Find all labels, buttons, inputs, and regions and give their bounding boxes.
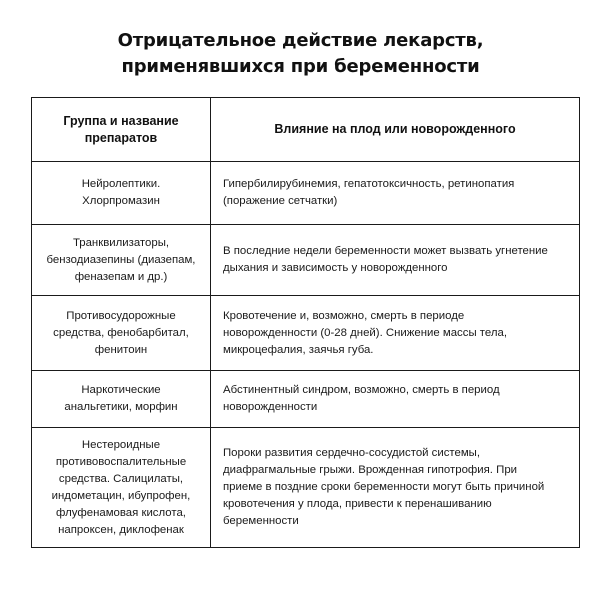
page-title bbox=[0, 28, 601, 80]
row-4-group-line-1: Наркотические bbox=[81, 384, 161, 396]
row-1-group-line-1: Нейролептики. bbox=[81, 178, 161, 190]
header-effect: Влияние на плод или новорожденного bbox=[211, 98, 580, 162]
row-5-effect-line-4: кровотечения у плода, привести к перенашиванию bbox=[223, 498, 492, 510]
row-5-group-line-5: флуфенамовая кислота, bbox=[56, 506, 186, 519]
header-group-line-2: препаратов bbox=[84, 130, 158, 145]
row-5-effect-line-5: беременности bbox=[223, 515, 299, 527]
row-2-effect-line-2: дыхания и зависимость у новорожденного bbox=[223, 262, 448, 274]
row-5-group bbox=[32, 428, 211, 548]
row-3-group-line-2: средства, фенобарбитал, bbox=[53, 326, 189, 339]
row-5-group-line-2: противовоспалительные bbox=[55, 455, 187, 468]
row-4-effect-line-1: Абстинентный синдром, возможно, смерть в период bbox=[223, 384, 500, 396]
row-3-effect-line-3: микроцефалия, заячья губа. bbox=[223, 343, 374, 356]
row-5-group-line-4: индометацин, ибупрофен, bbox=[51, 489, 191, 502]
row-3-effect-line-2: новорожденности (0-28 дней). Снижение массы тела, bbox=[223, 326, 507, 339]
row-1-effect-line-2: (поражение сетчатки) bbox=[223, 195, 338, 207]
row-4-group-line-2: анальгетики, морфин bbox=[64, 401, 178, 413]
row-5-effect-line-2: диафрагмальные грыжи. Врожденная гипотрофия. При bbox=[223, 464, 518, 476]
table-row bbox=[32, 162, 580, 225]
row-3-group-line-3: фенитоин bbox=[94, 343, 148, 356]
header-group bbox=[32, 98, 211, 162]
row-5-effect-line-3: приеме в поздние сроки беременности могут быть причиной bbox=[223, 481, 545, 493]
page-title-line-1: Отрицательное действие лекарств, bbox=[117, 30, 484, 51]
row-4-effect bbox=[211, 371, 580, 428]
row-5-group-line-3: средства. Салицилаты, bbox=[58, 472, 184, 485]
row-3-effect-line-1: Кровотечение и, возможно, смерть в периоде bbox=[223, 309, 465, 322]
row-2-effect-line-1: В последние недели беременности может вызвать угнетение bbox=[223, 245, 548, 257]
row-3-effect bbox=[211, 296, 580, 371]
table-row bbox=[32, 225, 580, 296]
header-group-line-1: Группа и название bbox=[63, 113, 179, 128]
table-row bbox=[32, 296, 580, 371]
row-5-effect-line-1: Пороки развития сердечно-сосудистой системы, bbox=[223, 447, 481, 459]
row-2-group bbox=[32, 225, 211, 296]
row-5-group-line-1: Нестероидные bbox=[81, 438, 161, 451]
row-4-group bbox=[32, 371, 211, 428]
row-5-effect bbox=[211, 428, 580, 548]
table-header-row bbox=[32, 98, 580, 162]
row-2-effect bbox=[211, 225, 580, 296]
row-4-effect-line-2: новорожденности bbox=[223, 401, 318, 413]
row-3-group bbox=[32, 296, 211, 371]
row-1-effect-line-1: Гипербилирубинемия, гепатотоксичность, ретинопатия bbox=[223, 178, 515, 190]
row-2-group-line-3: феназепам и др.) bbox=[74, 270, 168, 283]
page-title-line-2: применявшихся при беременности bbox=[121, 56, 480, 77]
table-row bbox=[32, 371, 580, 428]
drug-effects-table bbox=[31, 97, 580, 548]
row-1-group bbox=[32, 162, 211, 225]
row-3-group-line-1: Противосудорожные bbox=[66, 309, 176, 322]
row-1-group-line-2: Хлорпромазин bbox=[82, 195, 160, 207]
row-1-effect bbox=[211, 162, 580, 225]
row-2-group-line-2: бензодиазепины (диазепам, bbox=[46, 253, 196, 266]
row-5-group-line-6: напроксен, диклофенак bbox=[58, 523, 184, 536]
table-row bbox=[32, 428, 580, 548]
row-2-group-line-1: Транквилизаторы, bbox=[72, 236, 170, 249]
